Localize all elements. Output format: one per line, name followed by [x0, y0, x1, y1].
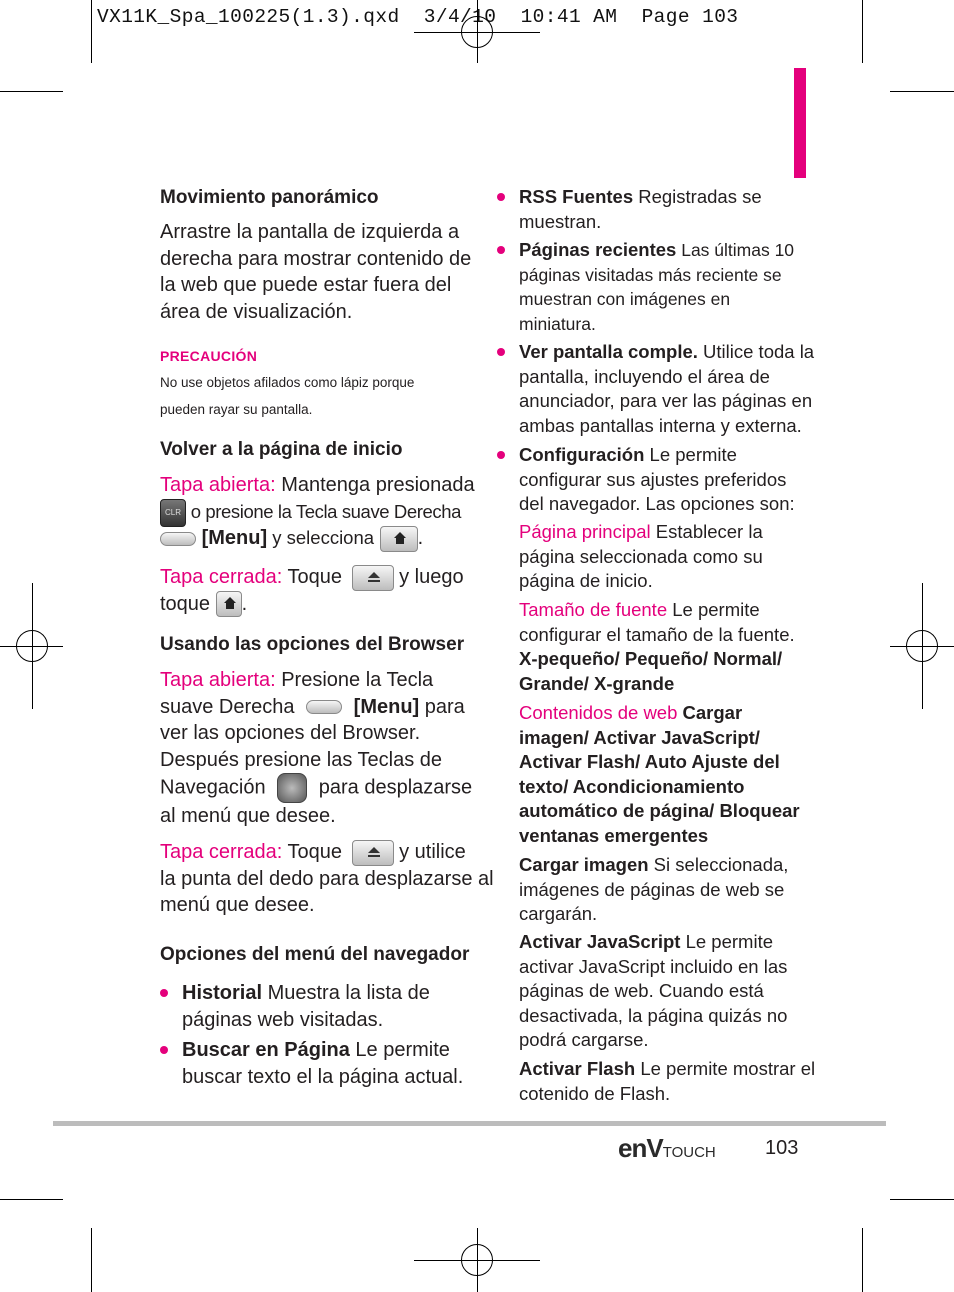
bullet-icon	[497, 246, 505, 254]
heading-browser-options: Usando las opciones del Browser	[160, 634, 465, 655]
brand-logo: enVTOUCH	[618, 1133, 716, 1163]
home-open-text: Tapa abierta: Mantenga presionada CLR o presione la Tecla suave Derecha [Menu] y selecciona .	[160, 472, 475, 552]
heading-browser-menu: Opciones del menú del navegador	[160, 944, 470, 965]
bullet-icon	[497, 451, 505, 459]
bullet-icon	[160, 1046, 168, 1054]
list-item-fullscreen: Ver pantalla comple. Utilice toda la pantalla, incluyendo el área de anunciador, para ver las páginas en ambas pantallas interna y externa.	[519, 341, 815, 436]
caution-title: PRECAUCIÓN	[160, 348, 258, 364]
list-item-settings: Configuración Le permite configurar sus ajustes preferidos del navegador. Las opciones son:	[519, 444, 795, 515]
bullet-icon	[497, 348, 505, 356]
setting-web-content: Contenidos de web Cargar imagen/ Activar JavaScript/ Activar Flash/ Auto Ajuste del texto/ Acondicionamiento automático de página/ Bloquear ventanas emergentes	[519, 702, 800, 846]
options-open-text: Tapa abierta: Presione la Tecla suave Derecha [Menu] para ver las opciones del Browser. Después presione las Teclas de Navegación para desplazarse al menú que desee.	[160, 669, 473, 827]
eject-icon	[352, 565, 394, 591]
list-item-find: Buscar en Página Le permite buscar texto el la página actual.	[182, 1039, 464, 1088]
bullet-icon	[160, 989, 168, 997]
home-icon	[216, 591, 242, 617]
setting-homepage: Página principal Establecer la página seleccionada como su página de inicio.	[519, 521, 763, 592]
clr-key-icon: CLR	[160, 499, 186, 527]
caution-text: No use objetos afilados como lápiz porque pueden rayar su pantalla.	[160, 375, 415, 417]
options-closed-text: Tapa cerrada: Toque y utilice la punta del dedo para desplazarse al menú que desee.	[160, 841, 494, 917]
footer-rule	[53, 1121, 886, 1126]
right-soft-key-icon	[160, 532, 196, 546]
home-icon	[380, 526, 418, 552]
file-slug: VX11K_Spa_100225(1.3).qxd 3/4/10 10:41 AM Page 103	[97, 6, 739, 28]
setting-javascript: Activar JavaScript Le permite activar JavaScript incluido en las páginas de web. Cuando está desactivada, la página quizás no podrá cargarse.	[519, 931, 788, 1051]
heading-panning: Movimiento panorámico	[160, 187, 379, 208]
heading-home: Volver a la página de inicio	[160, 439, 403, 460]
eject-icon	[352, 840, 394, 866]
navigation-icon	[277, 773, 307, 803]
setting-flash: Activar Flash Le permite mostrar el cotenido de Flash.	[519, 1058, 816, 1104]
list-item-recent: Páginas recientes Las últimas 10 páginas visitadas más reciente se muestran con imágenes en miniatura.	[519, 239, 795, 334]
section-tab	[794, 68, 806, 178]
home-closed-text: Tapa cerrada: Toque y luego toque .	[160, 564, 464, 617]
list-item-rss: RSS Fuentes Registradas se muestran.	[519, 186, 762, 232]
list-item-history: Historial Muestra la lista de páginas web visitadas.	[182, 982, 430, 1031]
page-number: 103	[765, 1137, 799, 1159]
setting-load-images: Cargar imagen Si seleccionada, imágenes de páginas de web se cargarán.	[519, 854, 789, 925]
setting-font-size: Tamaño de fuente Le permite configurar el tamaño de la fuente. X-pequeño/ Pequeño/ Normal/ Grande/ X-grande	[519, 599, 795, 694]
pan-text: Arrastre la pantalla de izquierda a derecha para mostrar contenido de la web que puede estar fuera del área de visualización.	[160, 221, 472, 323]
bullet-icon	[497, 193, 505, 201]
right-soft-key-icon	[306, 700, 342, 714]
